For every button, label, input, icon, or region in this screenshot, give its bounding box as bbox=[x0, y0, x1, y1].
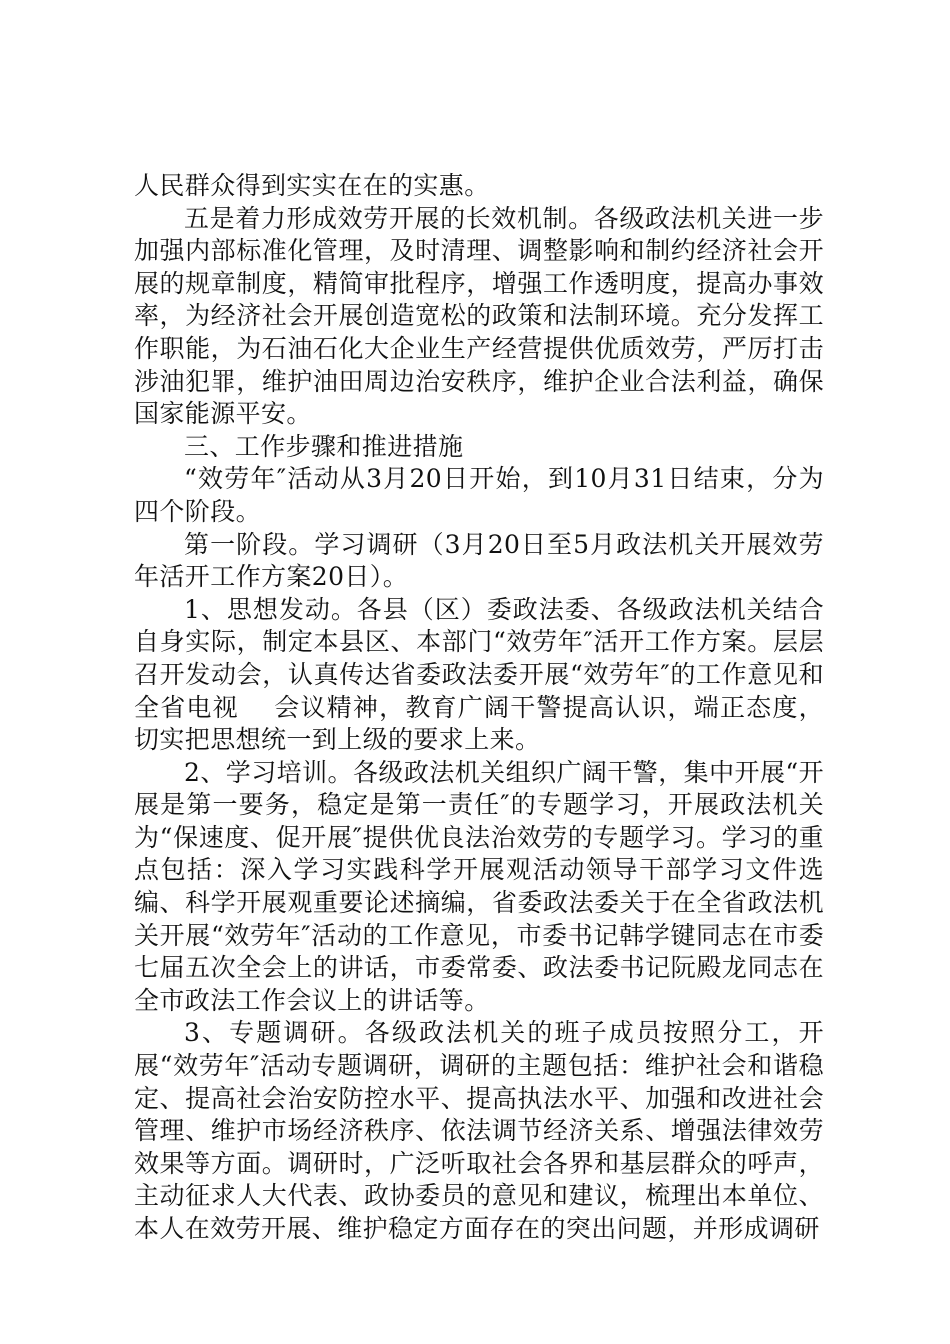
paragraph-point-five: 五是着力形成效劳开展的长效机制。各级政法机关进一步加强内部标准化管理，及时清理、调整影响和制约经济社会开展的规章制度，精简审批程序，增强工作透明度，提高办事效率，为经济社会开展创造宽松的政策和法制环境。充分发挥工作职能，为石油石化大企业生产经营提供优质效劳，严厉打击涉油犯罪，维护油田周边治安秩序，维护企业合法利益，确保国家能源平安。 bbox=[134, 203, 824, 429]
paragraph-item-one: 1、思想发动。各县（区）委政法委、各级政法机关结合自身实际，制定本县区、本部门“效劳年″活开工作方案。层层召开发动会，认真传达省委政法委开展“效劳年″的工作意见和全省电视 会议精神，教育广阔干警提高认识，端正态度，切实把思想统一到上级的要求上来。 bbox=[134, 594, 824, 755]
paragraph-stage-one: 第一阶段。学习调研（3月20日至5月政法机关开展效劳年活开工作方案20日）。 bbox=[134, 529, 824, 592]
section-heading-steps: 三、工作步骤和推进措施 bbox=[184, 431, 464, 461]
paragraph-continuation: 人民群众得到实实在在的实惠。 bbox=[134, 171, 490, 200]
paragraph-activity-period: “效劳年″活动从3月20日开始，到10月31日结束，分为四个阶段。 bbox=[134, 464, 824, 526]
paragraph-item-three: 3、专题调研。各级政法机关的班子成员按照分工，开展“效劳年″活动专题调研，调研的主题包括：维护社会和谐稳定、提高社会治安防控水平、提高执法水平、加强和改进社会管理、维护市场经济秩序、依法调节经济关系、增强法律效劳效果等方面。调研时，广泛听取社会各界和基层群众的呼声，主动征求人大代表、政协委员的意见和建议，梳理出本单位、本人在效劳开展、维护稳定方面存在的突出问题，并形成调研 bbox=[134, 1018, 824, 1243]
document-body bbox=[134, 170, 824, 1246]
paragraph-item-two: 2、学习培训。各级政法机关组织广阔干警，集中开展“开展是第一要务，稳定是第一责任″的专题学习，开展政法机关为“保速度、促开展″提供优良法治效劳的专题学习。学习的重点包括：深入学习实践科学开展观活动领导干部学习文件选编、科学开展观重要论述摘编，省委政法委关于在全省政法机关开展“效劳年″活动的工作意见，市委书记韩学键同志在市委七届五次全会上的讲话，市委常委、政法委书记阮殿龙同志在全市政法工作会议上的讲话等。 bbox=[134, 757, 824, 1015]
